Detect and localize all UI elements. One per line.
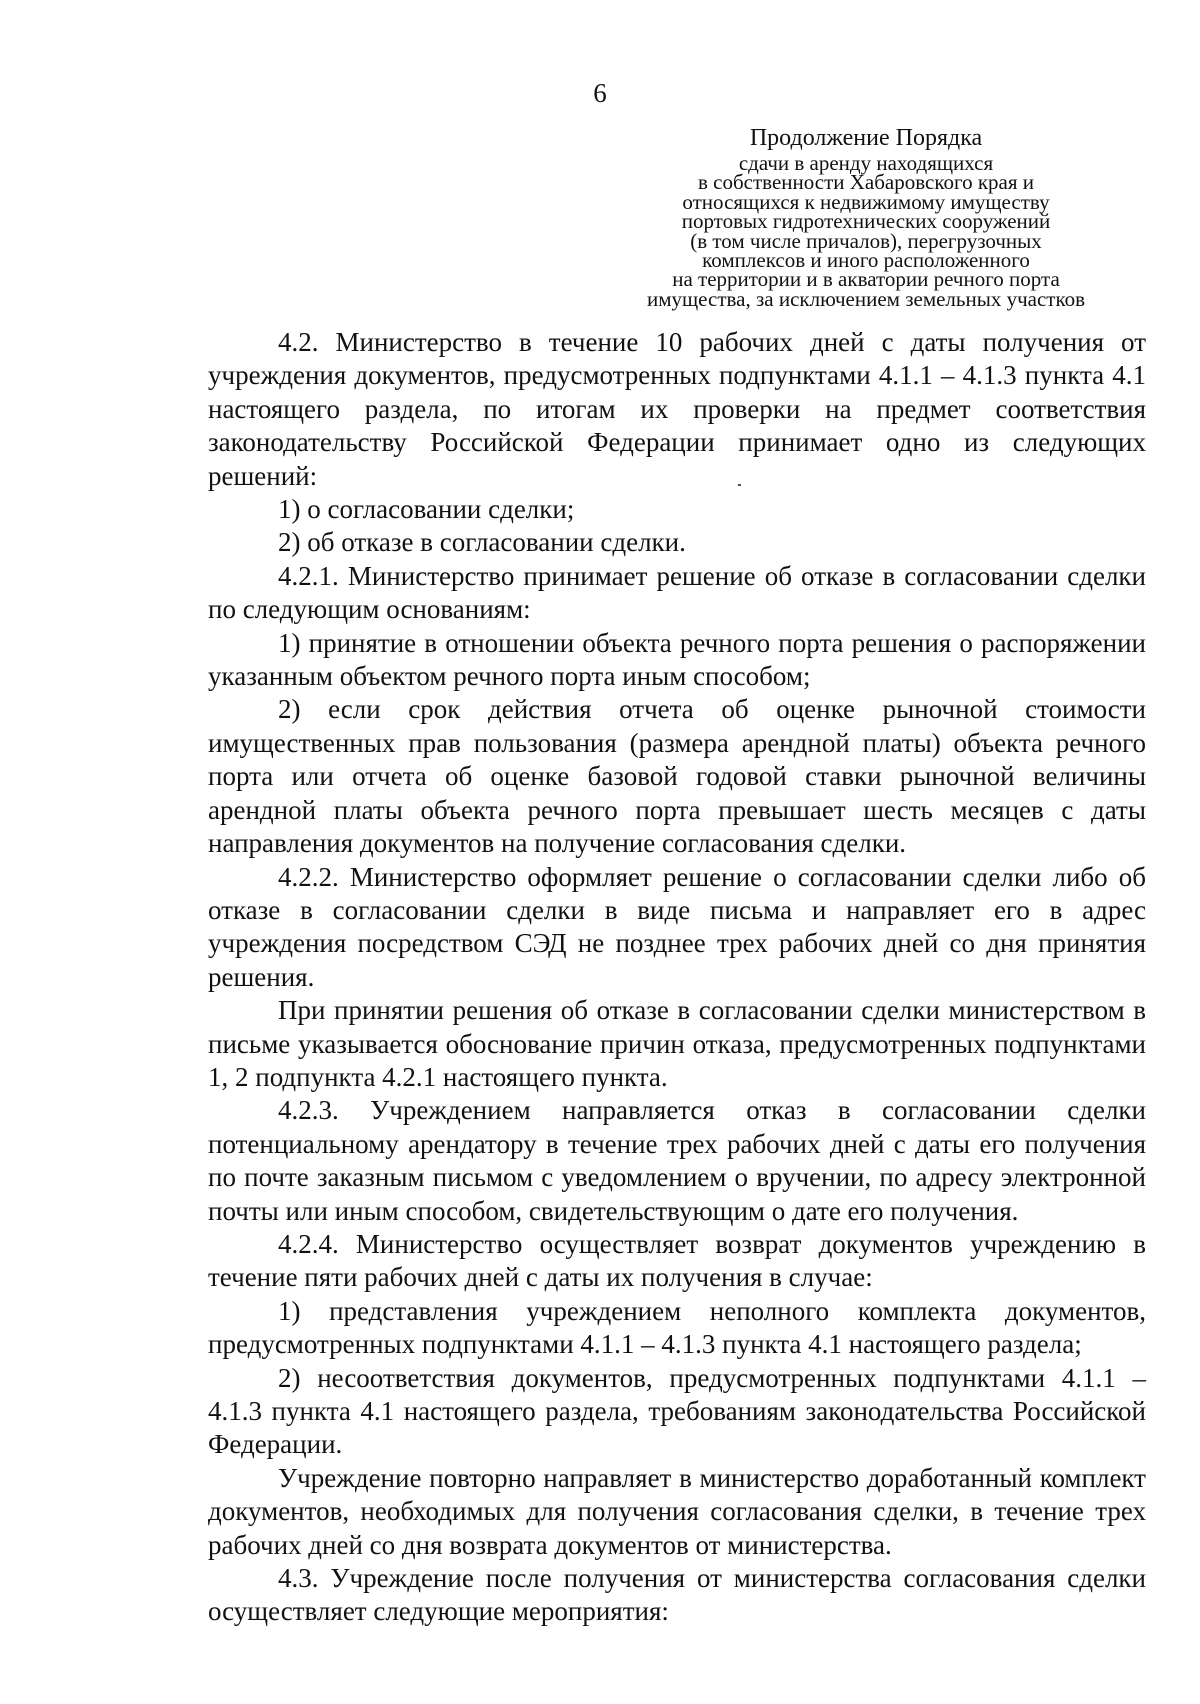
list-item-approve: 1) о согласовании сделки; [278, 494, 575, 525]
header-line: имущества, за исключением земельных участков [646, 286, 1086, 311]
list-item-refuse: 2) об отказе в согласовании сделки. [278, 527, 686, 558]
header-line: (в том числе причалов), перегрузочных [690, 228, 1042, 253]
paragraph-resubmission: Учреждение повторно направляет в министерство доработанный комплект документов, необходимых для получения согласования сделки, в течение трех рабочих дней со дня возврата документов от министерства. [208, 1462, 1146, 1560]
paragraph-4-2-3: 4.2.3. Учреждением направляется отказ в согласовании сделки потенциальному арендатору в течение трех рабочих дней с даты его получения по почте заказным письмом с уведомлением о вручении, по адресу электронной почты или иным способом, свидетельствующим о дате его получения. [208, 1095, 1146, 1226]
document-body [208, 326, 1146, 1629]
header-line: сдачи в аренду находящихся [738, 151, 994, 175]
paragraph-4-2: 4.2. Министерство в течение 10 рабочих дней с даты получения от учреждения документов, предусмотренных подпунктами 4.1.1 – 4.1.3 пункта 4.1 настоящего раздела, по итогам их проверки на предмет соответствия законодательству Российской Федерации принимает одно из следующих решений: [208, 327, 1146, 491]
header-line: в собственности Хабаровского края и [697, 170, 1035, 195]
paragraph-4-2-4: 4.2.4. Министерство осуществляет возврат документов учреждению в течение пяти рабочих дней с даты их получения в случае: [208, 1228, 1146, 1293]
list-item-return-1: 1) представления учреждением неполного комплекта документов, предусмотренных подпунктами 4.1.1 – 4.1.3 пункта 4.1 настоящего раздела; [208, 1295, 1146, 1360]
continuation-header [600, 124, 1132, 309]
list-item-return-2: 2) несоответствия документов, предусмотренных подпунктами 4.1.1 – 4.1.3 пункта 4.1 настоящего раздела, требованиям законодательства Российской Федерации. [208, 1362, 1146, 1460]
header-line: на территории и в акватории речного порта [672, 267, 1060, 292]
list-item-ground-2: 2) если срок действия отчета об оценке рыночной стоимости имущественных прав пользования (размера арендной платы) объекта речного порта или отчета об оценке базовой годовой ставки рыночной величины арендной платы объекта речного порта превышает шесть месяцев с даты направления документов на получение согласования сделки. [208, 694, 1146, 859]
header-line: портовых гидротехнических сооружений [681, 209, 1051, 234]
paragraph-refusal-reason: При принятии решения об отказе в согласовании сделки министерством в письме указывается обоснование причин отказа, предусмотренных подпунктами 1, 2 подпункта 4.2.1 настоящего пункта. [208, 995, 1146, 1092]
header-title: Продолжение Порядка [749, 125, 983, 151]
page-number: 6 [593, 78, 607, 108]
paragraph-4-3: 4.3. Учреждение после получения от министерства согласования сделки осуществляет следующие мероприятия: [208, 1563, 1146, 1627]
header-line: комплексов и иного расположенного [702, 248, 1030, 273]
paragraph-4-2-1: 4.2.1. Министерство принимает решение об отказе в согласовании сделки по следующим основаниям: [208, 560, 1146, 625]
list-item-ground-1: 1) принятие в отношении объекта речного порта решения о распоряжении указанным объектом речного порта иным способом; [208, 627, 1146, 692]
paragraph-4-2-2: 4.2.2. Министерство оформляет решение о согласовании сделки либо об отказе в согласовании сделки в виде письма и направляет его в адрес учреждения посредством СЭД не позднее трех рабочих дней со дня принятия решения. [208, 861, 1146, 992]
header-line: относящихся к недвижимому имуществу [682, 189, 1050, 214]
